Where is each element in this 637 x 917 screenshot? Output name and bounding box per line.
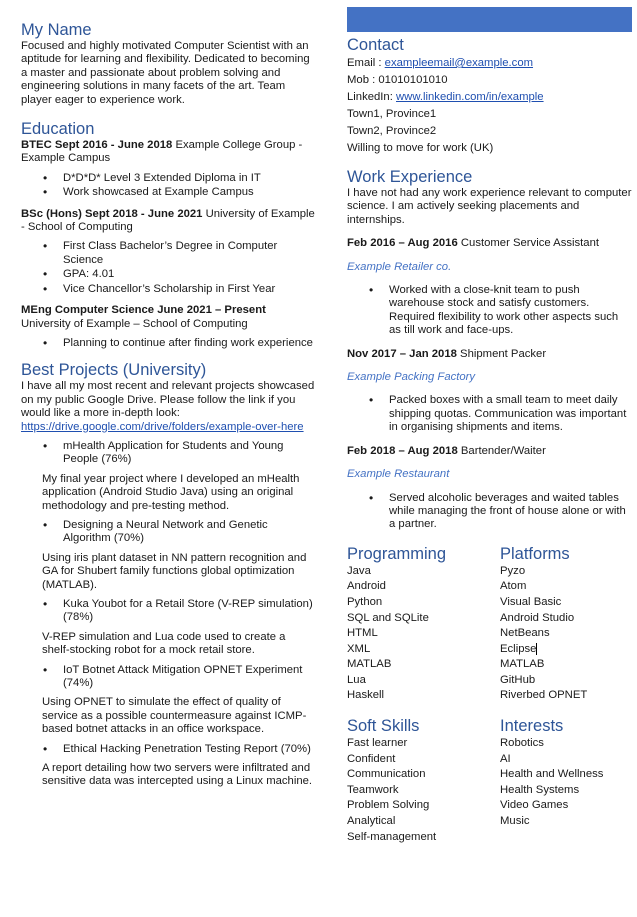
list-item: NetBeans (500, 627, 550, 640)
drive-link[interactable]: https://drive.google.com/drive/folders/example-over-here (21, 420, 304, 433)
education-entry (21, 304, 316, 350)
project-title: • Kuka Youbot for a Retail Store (V-REP simulation) (78%) (42, 598, 316, 625)
education-heading: Education (21, 120, 95, 139)
job-bullets (347, 394, 632, 434)
list-item: Communication (347, 768, 426, 781)
list-item: • Worked with a close-knit team to push warehouse stock and satisfy customers. Required flexibility to work other aspects such as till work and face-ups. (347, 284, 632, 338)
project-title: • Designing a Neural Network and Genetic Algorithm (70%) (42, 519, 316, 546)
job-entry (347, 237, 632, 337)
project-title: • mHealth Application for Students and Young People (76%) (42, 440, 316, 467)
right-column (347, 7, 632, 845)
project-title: • Ethical Hacking Penetration Testing Report (70%) (42, 743, 316, 756)
list-item: AI (500, 752, 511, 765)
work-intro: I have not had any work experience relevant to computer science. I am actively seeking placements and internships. (347, 187, 632, 226)
project-description: A report detailing how two servers were infiltrated and sensitive data was intercepted using a Linux machine. (42, 762, 313, 788)
name-heading: My Name (21, 21, 92, 39)
work-heading: Work Experience (347, 168, 473, 186)
contact-block (347, 55, 632, 157)
programming-heading: Programming (347, 544, 447, 563)
list-item: Python (347, 595, 383, 608)
list-item: Robotics (500, 737, 544, 750)
list-item: Video Games (500, 799, 569, 812)
list-item: • GPA: 4.01 (21, 268, 316, 281)
left-column (21, 20, 316, 789)
education-place: Example College Group - Example Campus (21, 139, 303, 165)
list-item: • Packed boxes with a small team to meet daily shipping quotas. Communication was important in organising shipments and items. (347, 394, 632, 434)
list-item: Java (347, 564, 371, 577)
education-bullets (21, 172, 316, 200)
address-line: Town2, Province2 (347, 125, 437, 137)
skills-grid (347, 544, 632, 704)
list-item: XML (347, 642, 371, 655)
list-item: Android Studio (500, 611, 575, 624)
education-place: University of Example - School of Computing (21, 207, 315, 234)
project-item (42, 519, 316, 546)
project-item (42, 664, 316, 691)
education-place: University of Example – School of Computing (21, 317, 248, 330)
job-role: Shipment Packer (456, 347, 547, 360)
list-item: • Served alcoholic beverages and waited tables while managing the front of house alone or with a partner. (347, 492, 632, 532)
list-item: MATLAB (347, 658, 392, 671)
education-bullets (21, 240, 316, 296)
projects-heading: Best Projects (University) (21, 361, 207, 380)
list-item: Android (347, 580, 386, 593)
job-entry (347, 348, 632, 435)
education-bullets (21, 337, 316, 350)
linkedin-label: LinkedIn: (347, 91, 396, 103)
project-description: Using OPNET to simulate the effect of quality of service as a possible countermeasure against ICMP-based botnet attacks in an office workspace. (42, 696, 307, 736)
list-item: • Vice Chancellor’s Scholarship in First Year (21, 283, 316, 296)
project-title: • IoT Botnet Attack Mitigation OPNET Experiment (74%) (42, 664, 316, 691)
job-role: Bartender/Waiter (457, 444, 546, 457)
education-dates: BSc (Hons) Sept 2018 - June 2021 (21, 207, 203, 220)
project-description: V-REP simulation and Lua code used to create a shelf-stocking robot for a mock retail store. (42, 630, 286, 657)
projects-list (21, 440, 316, 789)
interests-section (500, 716, 632, 845)
job-dates: Nov 2017 – Jan 2018 (347, 347, 457, 360)
email-label: Email : (347, 57, 385, 69)
contact-heading: Contact (347, 36, 404, 54)
job-company: Example Restaurant (347, 468, 450, 481)
job-company: Example Packing Factory (347, 371, 476, 384)
address-line: Town1, Province1 (347, 108, 437, 120)
linkedin-link[interactable]: www.linkedin.com/in/example (396, 91, 544, 103)
list-item: Teamwork (347, 783, 399, 796)
job-dates: Feb 2018 – Aug 2018 (347, 444, 458, 457)
list-item: Self-management (347, 830, 437, 843)
education-dates: MEng Computer Science June 2021 – Present (21, 304, 266, 317)
list-item: MATLAB (500, 658, 545, 671)
job-bullets (347, 284, 632, 338)
education-entry (21, 208, 316, 296)
list-item: HTML (347, 627, 378, 640)
list-item: Visual Basic (500, 595, 562, 608)
project-description: Using iris plant dataset in NN pattern recognition and GA for Shubert family functions global optimization (MATLAB). (42, 551, 307, 591)
list-item: SQL and SQLite (347, 611, 429, 624)
programming-section (347, 544, 500, 704)
summary-text: Focused and highly motivated Computer Scientist with an aptitude for learning and flexibility. Dedicated to becoming a master and passionate about problem solving and engineering solutions in many facets of the art. Team player eager to experience work. (21, 40, 310, 106)
list-item: Health Systems (500, 783, 580, 796)
soft-skills-section (347, 716, 500, 845)
projects-intro: I have all my most recent and relevant projects showcased on my public Google Drive. Please follow the link if you would like a more in-depth look: (21, 380, 315, 420)
list-item: Lua (347, 673, 366, 686)
list-item: • Work showcased at Example Campus (21, 186, 316, 199)
job-entry (347, 445, 632, 532)
job-dates: Feb 2016 – Aug 2016 (347, 237, 458, 250)
list-item: Pyzo (500, 564, 526, 577)
platforms-section (500, 544, 632, 704)
list-item: Health and Wellness (500, 768, 604, 781)
job-company: Example Retailer co. (347, 260, 452, 273)
list-item: Confident (347, 752, 396, 765)
list-item: Riverbed OPNET (500, 689, 588, 702)
platforms-heading: Platforms (500, 544, 570, 563)
project-item (42, 743, 316, 756)
job-role: Customer Service Assistant (457, 237, 599, 250)
list-item (500, 642, 632, 658)
email-link[interactable]: exampleemail@example.com (384, 57, 534, 69)
list-item: Haskell (347, 689, 385, 702)
job-bullets (347, 492, 632, 532)
list-item: Analytical (347, 815, 396, 828)
project-item (42, 440, 316, 467)
text-cursor[interactable]: Eclipse (500, 642, 537, 655)
list-item: GitHub (500, 673, 536, 686)
education-entry (21, 139, 316, 200)
mobile-number: Mob : 01010101010 (347, 74, 448, 86)
relocation-note: Willing to move for work (UK) (347, 142, 494, 154)
extras-grid (347, 716, 632, 845)
project-item (42, 598, 316, 625)
project-description: My final year project where I developed an mHealth application (Android Studio Java) using an original methodology and pre-testing method. (42, 472, 300, 512)
header-banner (347, 7, 632, 32)
list-item: Music (500, 815, 530, 828)
list-item: • D*D*D* Level 3 Extended Diploma in IT (21, 172, 316, 185)
soft-skills-heading: Soft Skills (347, 717, 420, 736)
list-item: • Planning to continue after finding work experience (21, 337, 316, 350)
interests-heading: Interests (500, 717, 564, 736)
list-item: Fast learner (347, 737, 408, 750)
list-item: Atom (500, 580, 527, 593)
list-item: Problem Solving (347, 799, 430, 812)
list-item: • First Class Bachelor’s Degree in Computer Science (21, 240, 316, 267)
education-dates: BTEC Sept 2016 - June 2018 (21, 139, 173, 152)
